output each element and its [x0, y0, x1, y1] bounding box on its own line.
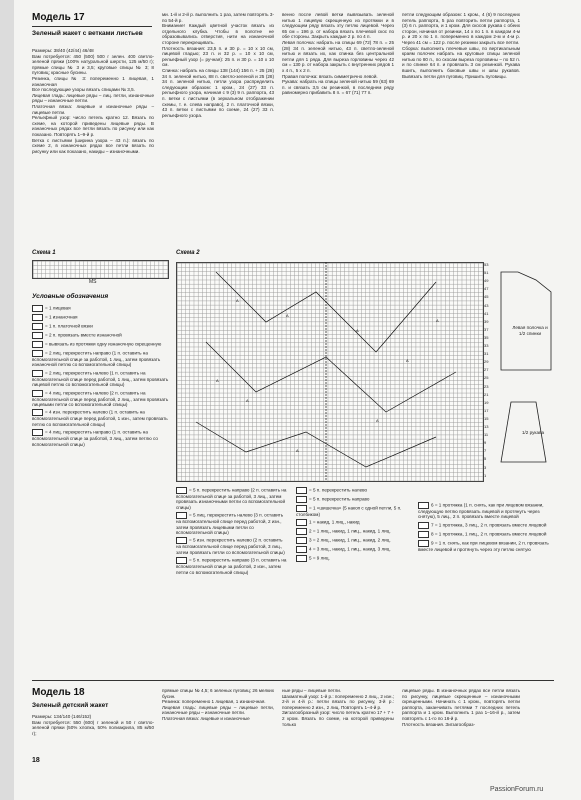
- legend-text: = 1 лицевая: [45, 305, 71, 311]
- legend-symbol-icon: [418, 502, 429, 509]
- legend-list: [32, 305, 172, 449]
- row-number: 53: [484, 262, 489, 267]
- legend-text: = 4 лиц. перекрестить направо (1 п. оставить на вспомогательной спице за работой, 3 лиц., затем петлю со вспомогательной спицы): [32, 429, 158, 447]
- legend-symbol-icon: [176, 487, 187, 494]
- legend-text: = вывязать из протяжки одну изнаночную скрещенную: [45, 341, 162, 347]
- legend-symbol-icon: [418, 522, 429, 529]
- row-number: 37: [484, 326, 489, 332]
- chart-1-grid: [32, 260, 169, 279]
- legend-symbol-icon: [296, 519, 307, 526]
- legend-symbol-icon: [32, 323, 43, 330]
- row-number: 47: [484, 286, 489, 292]
- row-number: 41: [484, 310, 489, 316]
- svg-text:A: A: [236, 298, 239, 303]
- row-number: 23: [484, 383, 489, 389]
- legend-item: [32, 314, 172, 321]
- legend-4-list: [418, 502, 558, 554]
- legend-symbol-icon: [296, 537, 307, 544]
- legend-symbol-icon: [296, 528, 307, 535]
- legend-symbol-icon: [32, 350, 43, 357]
- legend-text: = 4 изн. перекрестить налево (1 п. оставить на вспомогательной спице перед работой, 1 изн., затем провязать петлю со вспомогательной спицы): [32, 410, 168, 427]
- legend-symbol-icon: [296, 487, 307, 494]
- svg-text:A: A: [436, 318, 439, 323]
- legend-item: [296, 555, 408, 562]
- legend-text: = 2 п. провязать вместе изнаночной: [45, 332, 122, 338]
- legend-symbol-icon: [296, 496, 307, 503]
- legend-symbol-icon: [32, 390, 43, 397]
- legend-text: 3 = 2 лиц., накид, 1 лиц., накид, 2 лиц.: [309, 538, 391, 544]
- legend-text: = 1 изнаночная: [45, 314, 78, 320]
- legend-text: = 2 лиц. перекрестить налево (1 п. оставить на вспомогательной спице перед работой, 1 лиц., затем провязать лицевой петлю со вспомогательной спицы): [32, 370, 169, 388]
- page-number: 18: [32, 757, 40, 764]
- legend-text: = 5 п. перекрестить налево: [309, 487, 368, 493]
- svg-text:A: A: [376, 418, 379, 423]
- row-number: 51: [484, 270, 489, 276]
- legend-text: 9 = 1 п. снять, как при лицевом вязании, 2 п. провязать вместе лицевой и протянуть через эту петлю снятую: [418, 540, 549, 552]
- legend-text: = 1 «шишечка» (5 накоп с одной петли, 5 п. столбиком): [296, 505, 402, 517]
- legend-item: [296, 546, 408, 553]
- row-number: 13: [484, 424, 489, 429]
- model-17-col1: Размеры: 38/40 (42/44) 46/48 Вам потребуется: 450 (500) 500 г зелен. 400 светло-зеленой пряжи (100% натуральной шерсти, 125 м/50 г); прямые спицы № 3 и 3,5; круговые спицы № 3; 8 пуговиц; крaсные бусины. Резинка, спицы № 3: попеременно 1 лицевая, 1 изнаночная Все последующие узоры вязать спицами № 3,5. Лицевая гладь: лицевые ряды – лиц. петли, изнаночные ряды – изнаночные петли. Платочная вязка: лицевые и изнаночные ряды – лицевые петли. Рельефный узор: число петель кратно 12. Вязать по схеме, на которой приведены лицевые ряды. В изнаночных рядах все петли вязать по рисунку или как показано. Повторять 1–9-й р. Ветка с листьями (ширина узора – 43 п.): вязать по схеме 2, в изнаночных рядах все петли вязать по рисунку или как показано, накиды – изнаночными.: [32, 48, 154, 154]
- magazine-page: [14, 0, 581, 800]
- legend-text: = 4 лиц. перекрестить налево (2 п. оставить на вспомогательной спице перед работой, 2 лиц., затем провязать лицевыми петли со вспомогательной спицы): [32, 390, 169, 408]
- svg-text:A: A: [406, 358, 409, 363]
- svg-text:A: A: [216, 378, 219, 383]
- legend-item: [32, 350, 172, 368]
- legend-item: [32, 390, 172, 408]
- garment-schematics: [496, 262, 578, 482]
- legend-text: 1 = накид, 1 лиц., накид: [309, 520, 360, 526]
- legend-item: [418, 531, 558, 538]
- section-divider: [32, 680, 554, 681]
- watermark: PassionForum.ru: [490, 786, 544, 793]
- legend-symbol-icon: [32, 370, 43, 377]
- legend-text: = 2 лиц. перекрестить направо (1 п. оставить на вспомогательной спице за работой, 1 лиц., затем провязать изнаночной петлю со вспомогательной спицы): [32, 350, 161, 368]
- row-number: 45: [484, 294, 489, 300]
- legend-item: [296, 528, 408, 535]
- legend-item: [32, 332, 172, 339]
- legend-title: Условные обозначения: [32, 293, 109, 300]
- legend-item: [418, 540, 558, 552]
- legend-text: = 5 лиц. перекрестить налево (3 п. оставить на вспомогательной спице перед работой, 2 изн., затем провязать лицевыми петли со вспомогательной спицы): [176, 512, 284, 536]
- row-number: 39: [484, 318, 489, 324]
- legend-item: [32, 409, 172, 427]
- legend-item: [32, 323, 172, 330]
- row-number: 1: [484, 472, 487, 478]
- row-number: 49: [484, 278, 489, 284]
- legend-text: 8 = 1 протяжка, 1 лиц., 2 п. провязать вместе лицевой: [431, 531, 547, 537]
- row-number: 9: [484, 440, 487, 446]
- legend-item: [296, 537, 408, 544]
- chart-2-row-numbers: [484, 262, 494, 480]
- row-number: 29: [484, 359, 489, 365]
- svg-text:A: A: [286, 313, 289, 318]
- model-17-col4: петли следующим образом: 1 кром., 4 (6) 9 последних петель раппорта, 5 раз повторить петли раппорта, 1 (3) 6 п. раппорта, и 1 кром. Для скосов рукава с обеих сторон, начиная от резинки, 14 х по 1 п. в каждом 4-м р. и 20 х по 1 п. попеременно в каждом 2-м и 4-м р. Через 41 см = 122 р. после резинки закрыть все петли. Сборка: выполнить плечевые швы, по вертикальным краям полочек набрать на круговые спицы зеленой нитью по 80 п., по скосам выреза горловины – по 52 п. и по спинке 64 п. и провязать 3 см резинкой. Рукава вшить, выполнить боковые швы и швы рукавов. Вывязать петли для пуговиц. Пришить пуговицы.: [402, 12, 520, 79]
- row-number: 5: [484, 456, 487, 462]
- model-17-subtitle: Зеленый жакет с ветками листьев: [32, 30, 143, 37]
- row-number: 43: [484, 302, 489, 308]
- legend-item: [296, 519, 408, 526]
- chart-2-label: Схема 2: [176, 250, 200, 256]
- model-18-title: Модель 18: [32, 687, 85, 698]
- row-number: 15: [484, 415, 489, 421]
- chart-1-ms: MS: [89, 279, 97, 285]
- legend-text: = 5 п. перекрестить направо (2 п. оставить на вспомогательной спице за работой, 3 лиц., затем провязать изнаночными петли со вспомогательной спицы): [176, 487, 287, 510]
- legend-text: = 5 п. перекрестить направо: [309, 496, 370, 502]
- row-number: 17: [484, 407, 489, 413]
- legend-text: = 5 п. перекрестить направо (3 п. оставить на вспомогательной спице за работой, 2 изн., затем петли со вспомогательной спицы): [176, 557, 287, 575]
- legend-item: [32, 429, 172, 447]
- legend-symbol-icon: [296, 546, 307, 553]
- legend-item: [32, 370, 172, 388]
- legend-symbol-icon: [296, 505, 307, 512]
- model-18-col1: Размеры: 134/140 (146/152) Вам потребуется: 550 (600) г зеленой и 50 г светло-зеленой пряжи (50% хлопка, 50% полиакрила, 85 м/50 г);: [32, 714, 154, 736]
- legend-text: = 1 п. платочной вязки: [45, 323, 93, 329]
- chart-1-label: Схема 1: [32, 250, 56, 256]
- row-number: 21: [484, 391, 489, 397]
- row-number: 11: [484, 432, 489, 438]
- legend-item: [418, 502, 558, 520]
- legend-symbol-icon: [32, 305, 43, 312]
- legend-item: [418, 522, 558, 529]
- legend-symbol-icon: [418, 540, 429, 547]
- row-number: 27: [484, 367, 489, 373]
- svg-text:A: A: [246, 398, 249, 403]
- legend-text: 4 = 3 лиц., накид, 1 лиц., накид, 3 лиц.: [309, 547, 391, 553]
- legend-text: = 5 изн. перекрестить налево (2 п. оставить на вспомогательной спице перед работой, 3 лиц., затем провязать петли со вспомогательной спицы): [176, 538, 285, 555]
- schema-left-label: Левая полочка и 1/2 спинки: [512, 325, 549, 336]
- legend-symbol-icon: [32, 314, 43, 321]
- legend-symbol-icon: [32, 341, 43, 348]
- legend-symbol-icon: [418, 531, 429, 538]
- chart-2-pattern: [176, 262, 482, 480]
- legend-symbol-icon: [32, 332, 43, 339]
- row-number: 31: [484, 351, 489, 357]
- legend-text: 6 = 1 протяжка (1 п. снять, как при лицевом вязании, следующую петлю провязать лицевой и протянуть через снятую), 5 лиц., 2 п. провязать вместе лицевой: [418, 502, 544, 520]
- svg-text:A: A: [356, 328, 359, 333]
- svg-text:A: A: [296, 448, 299, 453]
- model-18-col3: ные ряды – лицевые петли. Шахматный узор: 1-й р.: попеременно 2 лиц., 2 изн.; 2-й и 4-й р.: петли вязать по рисунку, 3-й р.: попеременно 2 изн., 2 лиц. Повторять 1–4-й р. Зигзагообразный узор: число петель кратно 17 + 7 + 2 кром. Вязать по схеме, на которой приведены только: [282, 688, 394, 727]
- model-17-title: Модель 17: [32, 12, 85, 23]
- model-17-col2: ми. 1-й и 2-й р. выполнить 1 раз, затем повторять 3-по 54-й р. Внимание! Каждый цветной участок вязать из отдельного клубка. Чтобы в полотне не образовывались отверстия, нити на изнаночной стороне перекрещивать. Плотность вязания: 23,5 п. и 30 р. = 10 х 10 см, лицевой гладью; 23 п. и 32 р. = 10 х 10 см, рельефный узор (= ручная): 25 п. и 30 р. = 10 х 10 см. Спинка: набрать на спицы 138 (144) 156 п. + 25 (28) 34 п. зеленой нитью, 88 п. светло-зеленой и 25 (28) 34 п. зеленой нитью, петли узора распределить следующим образом: 1 кром., 24 (27) 33 п. рельефного узора, начиная с 9 (3) 9 п. раппорта, 43 п. ветки с листьями (в зеркальном отображении схемы, т. е. слева направо), 2 п. платочной вязки, 43 п. ветки с листьями по схеме, 24 (27) 33 п. рельефного узора.: [162, 12, 274, 118]
- legend-item: [32, 305, 172, 312]
- row-number: 7: [484, 448, 487, 454]
- legend-item: [176, 537, 288, 555]
- legend-item: [176, 512, 288, 535]
- row-number: 33: [484, 343, 489, 348]
- legend-2-list: [176, 487, 288, 577]
- legend-text: 5 = 9 лиц.: [309, 556, 330, 562]
- schema-sleeve-label: 1/2 рукава: [521, 430, 545, 435]
- legend-item: [176, 487, 288, 510]
- model-18-col2: прямые спицы № 4,5; 6 зеленых пуговиц; 26 мелких бусин. Резинка: попеременно 1 лицевая, 1 изнаночная. Лицевая гладь: лицевые ряды – лицевые петли, изнаночные ряды – изнаночные петли. Платочная вязка: лицевые и изнаночные: [162, 688, 274, 721]
- legend-3-list: [296, 487, 408, 564]
- model-18-subtitle: Зеленый детский жакет: [32, 702, 109, 709]
- legend-symbol-icon: [296, 555, 307, 562]
- title-rule: [32, 26, 152, 27]
- legend-text: 2 = 1 лиц., накид, 1 лиц., накид, 1 лиц.: [309, 529, 391, 535]
- legend-text: 7 = 1 протяжка, 3 лиц., 2 п. провязать вместе лицевой: [431, 522, 547, 528]
- row-number: 3: [484, 464, 487, 470]
- row-number: 35: [484, 334, 489, 340]
- legend-item: [176, 557, 288, 575]
- legend-item: [296, 496, 408, 503]
- legend-item: [296, 487, 408, 494]
- model-17-col3: венно после левой ветки вывязывать зеленой нитью 1 лицевую скрещенную из протяжки и в следующем ряду вязать эту петлю лицевой. Через 65 см = 196 р. от набора вязать плечевой скос по обе стороны. Закрыть каждые 2 р. по 4 п. Левая полочка: набрать на спицы 69 (72) 78 п. = 25 (28) 34 п. зеленой нитью, 43 п. светло-зеленой нитью и вязать их, как спинка без центральной петли для 1 ряда. Для выреза горловины через 42 см = 130 р. от набора закрыть с внутренних рядов 1 х 4 п., 5 х 2 п. Правая полочка: вязать симметрично левой. Рукава: набрать на спицы зеленой нитью 59 (63) 69 п. и связать 3,5 см резинкой, в последнем ряду равномерно прибавить 8 п. = 67 (71) 77 п.: [282, 12, 394, 96]
- row-number: 19: [484, 399, 489, 405]
- legend-item: [32, 341, 172, 348]
- legend-item: [296, 505, 408, 517]
- row-number: 25: [484, 375, 489, 381]
- model-18-col4: лицевые ряды. В изнаночных рядах все петли вязать по рисунку, лицевые скрещенные – изнаночными скрещенными. Начинать с 1 кром., повторять петли раппорта, заканчивать петлями 7 последних петель раппорта и 1 кром. Выполнить 1 раз 1–16-й р., затем повторять с 1-го по 16-й р. Плотность вязания. Зигзагообраз-: [402, 688, 520, 727]
